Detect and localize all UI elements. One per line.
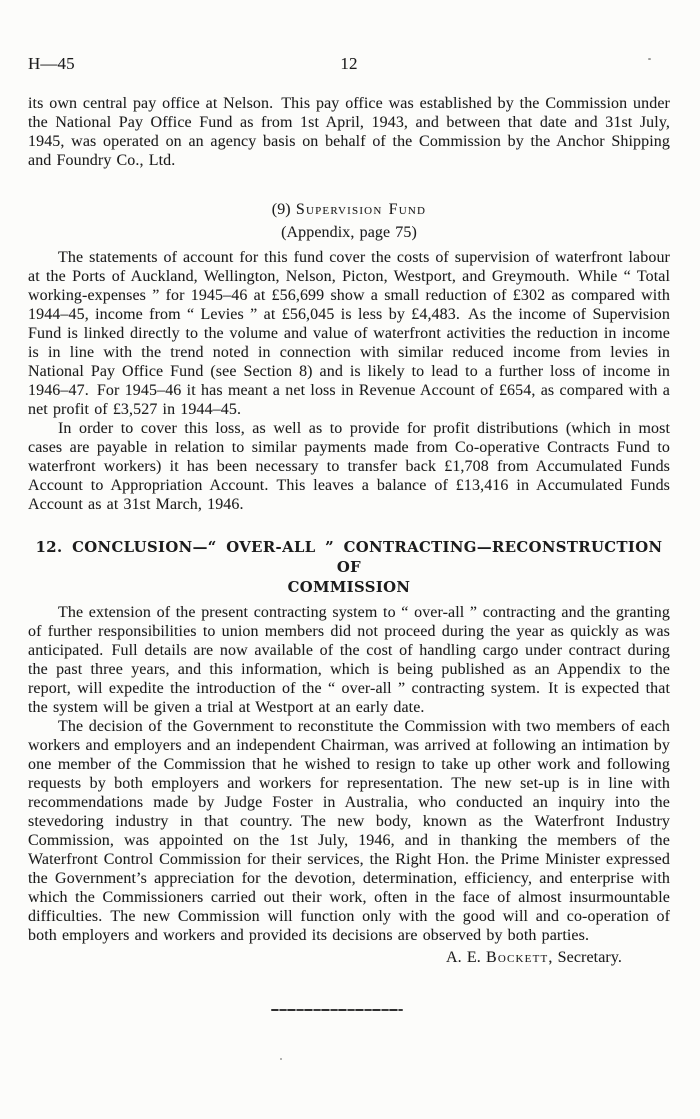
section-12-heading xyxy=(28,538,670,598)
section-12-paragraph-1: The extension of the present contracting system to “ over-all ” contracting and the granting of further responsibilities to union members did not proceed during the year as quickly as was anticipated. Full details are now available of the cost of handling cargo under contract during the past three years, and this information, which is being published as an Appendix to the report, will expedite the introduction of the “ over-all ” contracting system. It is expected that the system will be given a trial at Westport at an early date. xyxy=(28,604,670,716)
document-reference: H—45 xyxy=(28,54,75,73)
section-12-paragraph-2: The decision of the Government to reconstitute the Commission with two members of each workers and employers and an independent Chairman, was arrived at following an intimation by one member of the Commission that he wished to resign to take up other work and following requests by both employers and workers for representation. The new set-up is in line with recommendations made by Judge Foster in Australia, who conducted an inquiry into the stevedoring industry in that country. The new body, known as the Waterfront Industry Commission, was appointed on the 1st July, 1946, and in thanking the members of the Waterfront Control Commission for their services, the Right Hon. the Prime Minister expressed the Government’s appreciation for the devotion, determination, efficiency, and enterprise with which the Commissioners carried out their work, often in the face of almost insurmountable difficulties. The new Commission will function only with the good will and co-operation of both employers and workers and provided its decisions are observed by both parties. xyxy=(28,718,670,944)
scan-speck xyxy=(280,1058,282,1060)
end-of-section-rule xyxy=(271,1009,403,1011)
section-9-title: Supervision Fund xyxy=(295,201,427,218)
section-12-heading-line-2: COMMISSION xyxy=(287,579,411,596)
section-9-subheading: (Appendix, page 75) xyxy=(281,224,417,241)
scan-speck xyxy=(648,58,651,60)
continuation-paragraph: its own central pay office at Nelson. This pay office was established by the Commission under the National Pay Office Fund as from 1st April, 1943, and between that date and 31st July, 1945, was operated on an agency basis on behalf of the Commission by the Anchor Shipping and Foundry Co., Ltd. xyxy=(28,95,670,169)
section-9-heading xyxy=(28,200,670,219)
section-9-number: (9) xyxy=(271,201,291,218)
section-12-heading-line-1: 12. CONCLUSION—“ OVER-ALL ” CONTRACTING—RECONSTRUCTION OF xyxy=(35,539,663,576)
section-9-paragraph-2: In order to cover this loss, as well as to provide for profit distributions (which in most cases are payable in relation to similar payments made from Co-operative Contracts Fund to waterfront workers) it has been necessary to transfer back £1,708 from Accumulated Funds Account to Appropriation Account. This leaves a balance of £13,416 in Accumulated Funds Account as at 31st March, 1946. xyxy=(28,420,670,513)
signature-line xyxy=(28,948,670,967)
signature-surname: Bockett xyxy=(485,949,549,966)
page-number: 12 xyxy=(340,54,358,73)
page-header xyxy=(28,54,670,74)
section-9-paragraph-1: The statements of account for this fund cover the costs of supervision of waterfront labour at the Ports of Auckland, Wellington, Nelson, Picton, Westport, and Greymouth. While “ Total working-expenses ” for 1945–46 at £56,699 show a small reduction of £302 as compared with 1944–45, income from “ Levies ” at £56,045 is less by £4,483. As the income of Supervision Fund is linked directly to the volume and value of waterfront activities the reduction in income is in line with the trend noted in connection with similar reduced income from levies in National Pay Office Fund (see Section 8) and is likely to lead to a further loss of income in 1946–47. For 1945–46 it has meant a net loss in Revenue Account of £654, as compared with a net profit of £3,527 in 1944–45. xyxy=(28,249,670,418)
signature-initials: A. E. xyxy=(446,949,486,966)
signature-suffix: , Secretary. xyxy=(548,949,622,966)
